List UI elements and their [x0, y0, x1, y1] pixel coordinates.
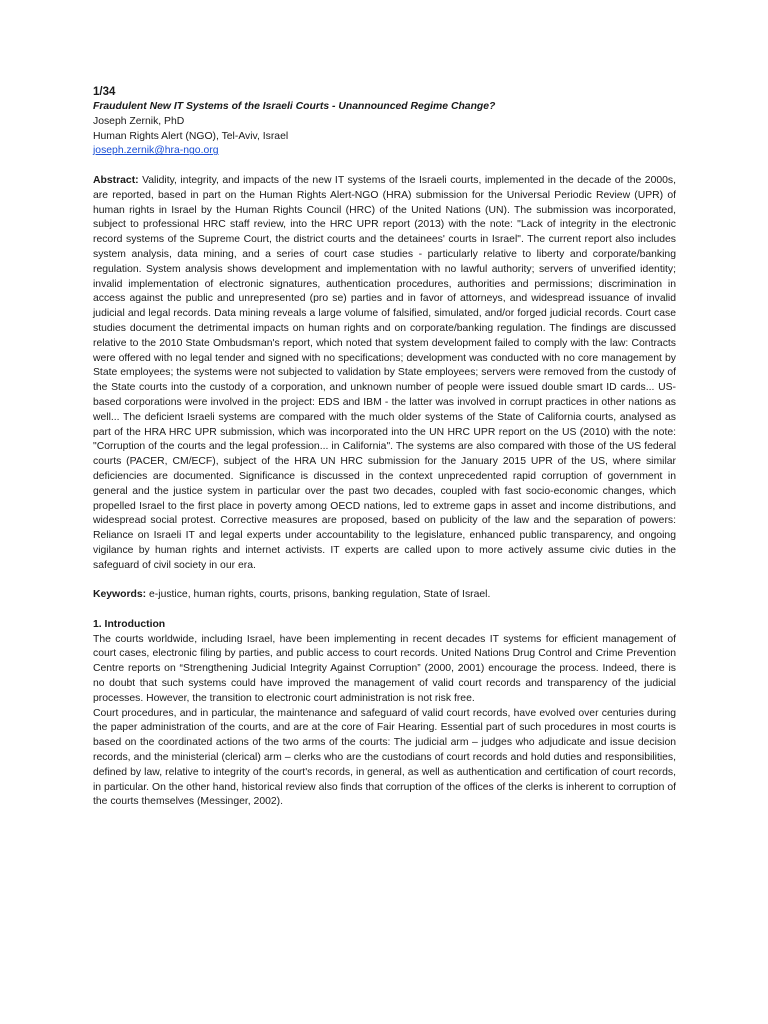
section-heading-introduction: 1. Introduction — [93, 618, 166, 630]
intro-paragraph-2: Court procedures, and in particular, the maintenance and safeguard of valid court records, have evolved over centuries during the paper administration of the courts, and are at the core of Fair Hearing. Essential part of such procedures in most courts is based on the coordinated actions of the two arms of the courts: The judicial arm – judges who adjudicate and issue decision records, and the ministerial (clerical) arm – clerks who are the custodians of court records and hold duties and responsibilities, defined by law, relative to integrity of the court's records, in general, as well as authentication and certification of court records, in particular. On the other hand, historical review also finds that corruption of the offices of the clerks is inherent to corruption of the courts themselves (Messinger, 2002). — [93, 707, 676, 808]
spacer — [93, 603, 676, 618]
keywords-label: Keywords: — [93, 589, 147, 601]
keywords-text: e-justice, human rights, courts, prisons, banking regulation, State of Israel. — [149, 589, 491, 601]
author-email-link[interactable]: joseph.zernik@hra-ngo.org — [93, 145, 219, 157]
paper-title: Fraudulent New IT Systems of the Israeli Courts - Unannounced Regime Change? — [93, 101, 496, 112]
spacer — [93, 159, 676, 174]
abstract-label: Abstract: — [93, 174, 139, 186]
keywords-paragraph — [93, 588, 676, 603]
page-number: 1/34 — [93, 86, 116, 98]
author-affiliation: Human Rights Alert (NGO), Tel-Aviv, Israel — [93, 130, 289, 142]
author-name: Joseph Zernik, PhD — [93, 115, 185, 127]
abstract-text: Validity, integrity, and impacts of the new IT systems of the Israeli courts, implemented in the decade of the 2000s, are reported, based in part on the Human Rights Alert-NGO (HRA) submission for the Universal Periodic Review (UPR) of human rights in Israel by the Human Rights Council (HRC) of the United Nations (UN). The submission was incorporated, subject to professional HRC staff review, into the HRC UPR report (2013) with the note: "Lack of integrity in the electronic record systems of the Supreme Court, the district courts and the detainees' courts in Israel". The current report also includes system analysis, data mining, and a series of court case studies - particularly relative to liberty and corporate/banking regulation. System analysis shows development and implementation with no lawful authority; servers of unverified identity; invalid implementation of electronic signatures, authentication procedures, authorities and permissions; discrimination in access against the public and unrepresented (pro se) parties and in favor of attorneys, and widespread issuance of invalid judicial and legal records. Data mining reveals a large volume of falsified, simulated, and/or forged judicial records. Court case studies document the detrimental impacts on human rights and on corporate/banking regulation. The findings are discussed relative to the 2010 State Ombudsman's report, which noted that system development failed to comply with the law: Contracts were offered with no legal tender and signed with no specifications; development was conducted with no core management by State employees; the systems were not subjected to validation by State employees; servers were removed from the custody of the State courts into the custody of a corporation, and unknown number of people were issued double smart ID cards... US-based corporations were involved in the project: EDS and IBM - the latter was involved in corrupt practices in other nations as well... The deficient Israeli systems are compared with the much older systems of the State of California courts, analysed as part of the HRA HRC UPR submission, which was incorporated into the UN HRC UPR report on the US (2010) with the note: "Corruption of the courts and the legal profession... in California". The systems are also compared with those of the US federal courts (PACER, CM/ECF), subject of the HRA UN HRC submission for the January 2015 UPR of the US, where similar deficiencies are documented. Significance is discussed in the context unprecedented rapid corruption of government in general and the justice system in particular over the past two decades, coupled with fast socio-economic changes, which propelled Israel to the first place in poverty among OECD nations, led to extreme gaps in asset and income distributions, and widespread social protest. Corrective measures are proposed, based on publicity of the law and the separation of powers: Reliance on Israeli IT and legal experts under accountability to the legislature, enhanced public transparency, and ongoing vigilance by human rights and internet activists. IT experts are called upon to more actively assume civic duties in the safeguard of civil society in our era. — [93, 174, 676, 571]
intro-paragraph-1: The courts worldwide, including Israel, have been implementing in recent decades IT systems for efficient management of court cases, electronic filing by parties, and public access to court records. United Nations Drug Control and Crime Prevention Centre reports on “Strengthening Judicial Integrity Against Corruption” (2000, 2001) encourage the process. Indeed, there is no doubt that such systems could have improved the management of valid court records and transparency of the judicial processes. However, the transition to electronic court administration is not risk free. — [93, 633, 676, 704]
abstract-paragraph — [93, 174, 676, 574]
document-page — [93, 84, 676, 810]
spacer — [93, 574, 676, 589]
